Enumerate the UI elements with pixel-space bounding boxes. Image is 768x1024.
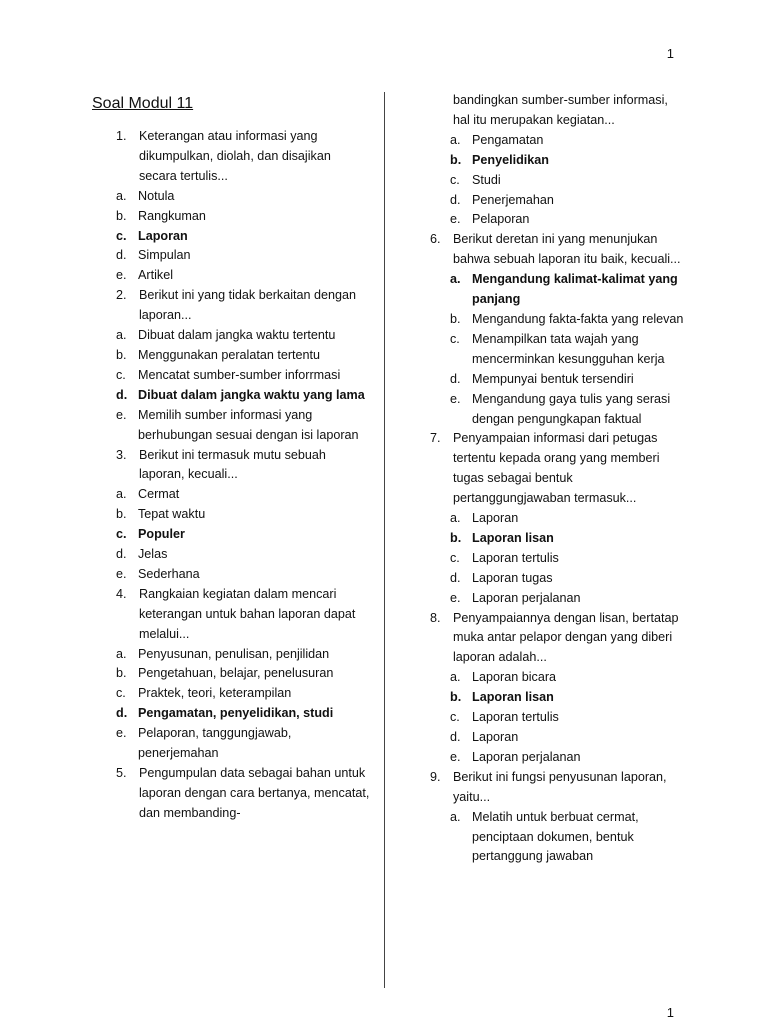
question-text-block	[92, 286, 370, 326]
question-text-block	[426, 609, 688, 669]
answer-option	[92, 346, 370, 366]
option-text: Cermat	[138, 487, 180, 502]
question-number: 6.	[430, 232, 441, 247]
question-text: Berikut ini yang tidak berkaitan dengan laporan...	[139, 288, 357, 323]
question-number: 3.	[116, 447, 127, 462]
question-number: 9.	[430, 769, 441, 784]
option-text: Laporan lisan	[472, 530, 554, 545]
option-text: Penerjemahan	[472, 192, 554, 207]
question-text-block	[92, 127, 370, 187]
question-item	[92, 286, 370, 445]
option-letter: c.	[116, 228, 127, 243]
option-letter: c.	[116, 527, 127, 542]
option-letter: b.	[450, 311, 461, 326]
answer-option	[426, 310, 688, 330]
answer-option	[92, 266, 370, 286]
option-letter: a.	[450, 272, 461, 287]
option-letter: e.	[450, 391, 461, 406]
answer-option	[426, 688, 688, 708]
option-text: Mencatat sumber-sumber inforrmasi	[138, 367, 341, 382]
option-letter: a.	[116, 646, 127, 661]
option-text: Notula	[138, 188, 175, 203]
question-text: Rangkaian kegiatan dalam mencari keterangan untuk bahan laporan dapat melalui...	[139, 586, 356, 641]
question-item	[92, 585, 370, 764]
answer-option	[92, 664, 370, 684]
option-letter: c.	[116, 367, 126, 382]
option-text: Mengandung fakta-fakta yang relevan	[472, 311, 684, 326]
question-number: 1.	[116, 129, 127, 143]
answer-option	[426, 330, 688, 370]
question-number: 5.	[116, 766, 127, 780]
answer-option	[426, 370, 688, 390]
option-list	[92, 187, 370, 287]
question-item	[92, 127, 370, 286]
option-text: Praktek, teori, keterampilan	[138, 686, 292, 701]
question-list-right	[426, 230, 688, 867]
option-letter: a.	[116, 188, 127, 203]
answer-option	[92, 366, 370, 386]
answer-option	[92, 485, 370, 505]
option-text: Pengamatan	[472, 132, 544, 147]
option-text: Dibuat dalam jangka waktu tertentu	[138, 328, 336, 343]
option-text: Laporan	[472, 511, 519, 526]
answer-option	[92, 505, 370, 525]
option-letter: d.	[116, 387, 128, 402]
option-list	[426, 808, 688, 868]
option-letter: a.	[450, 132, 461, 147]
answer-option	[92, 684, 370, 704]
option-letter: b.	[116, 208, 127, 223]
option-letter: d.	[450, 730, 461, 744]
option-letter: e.	[116, 268, 127, 283]
option-letter: d.	[116, 547, 127, 562]
right-column	[426, 91, 688, 867]
answer-option	[92, 724, 370, 764]
option-letter: e.	[450, 749, 461, 764]
option-text: Menampilkan tata wajah yang mencerminkan kesungguhan kerja	[472, 331, 665, 366]
question-number: 4.	[116, 586, 127, 601]
option-letter: b.	[116, 666, 127, 681]
question-text-block	[92, 585, 370, 645]
option-text: Memilih sumber informasi yang berhubungan sesuai dengan isi laporan	[138, 407, 359, 442]
option-text: Penyusunan, penulisan, penjilidan	[138, 646, 330, 661]
answer-option	[426, 529, 688, 549]
question-text: Keterangan atau informasi yang dikumpulkan, diolah, dan disajikan secara tertulis...	[139, 129, 331, 183]
option-text: Studi	[472, 172, 501, 187]
option-text: Laporan perjalanan	[472, 749, 581, 764]
answer-option	[92, 187, 370, 207]
option-text: Laporan	[138, 228, 188, 243]
option-list	[92, 326, 370, 445]
option-letter: c.	[450, 331, 460, 346]
answer-option	[426, 589, 688, 609]
option-letter: a.	[450, 670, 461, 685]
option-letter: e.	[450, 212, 461, 227]
option-text: Laporan lisan	[472, 690, 554, 705]
option-letter: c.	[116, 686, 126, 701]
option-letter: b.	[116, 347, 127, 362]
question-text-block	[426, 429, 688, 509]
question-text-block	[426, 230, 688, 270]
question-text-block	[92, 446, 370, 486]
answer-option	[426, 748, 688, 768]
option-letter: a.	[116, 328, 127, 343]
option-text: Jelas	[138, 547, 168, 562]
answer-option	[426, 708, 688, 728]
option-text: Laporan tertulis	[472, 710, 559, 725]
question-5-continuation: bandingkan sumber-sumber informasi, hal itu merupakan kegiatan...	[453, 93, 668, 127]
answer-option	[92, 386, 370, 406]
option-list	[92, 645, 370, 764]
answer-option	[426, 549, 688, 569]
option-text: Melatih untuk berbuat cermat, penciptaan dokumen, bentuk pertanggung jawaban	[472, 809, 639, 864]
question-item	[426, 768, 688, 868]
question-text: Berikut ini fungsi penyusunan laporan, yaitu...	[453, 769, 667, 804]
question-text: Berikut deretan ini yang menunjukan bahwa sebuah laporan itu baik, kecuali...	[453, 232, 681, 267]
option-text: Laporan bicara	[472, 670, 557, 685]
question-list-left	[92, 127, 370, 824]
option-text: Menggunakan peralatan tertentu	[138, 347, 321, 362]
option-text: Laporan	[472, 730, 519, 744]
answer-option	[92, 326, 370, 346]
option-list	[426, 270, 688, 429]
option-letter: a.	[450, 511, 461, 526]
answer-option	[92, 406, 370, 446]
option-letter: b.	[450, 152, 462, 167]
left-column	[92, 93, 370, 824]
answer-option	[426, 171, 688, 191]
question-item	[426, 609, 688, 768]
question-text: Berikut ini termasuk mutu sebuah laporan, kecuali...	[139, 447, 326, 482]
answer-option	[426, 390, 688, 430]
question-5-options	[426, 131, 688, 231]
question-number: 2.	[116, 288, 127, 303]
option-letter: b.	[450, 690, 462, 705]
option-text: Mempunyai bentuk tersendiri	[472, 371, 634, 386]
option-letter: c.	[450, 550, 460, 565]
answer-option	[426, 569, 688, 589]
question-text-block	[92, 764, 370, 824]
answer-option	[426, 131, 688, 151]
answer-option	[92, 565, 370, 585]
option-text: Populer	[138, 527, 185, 542]
option-letter: d.	[116, 706, 128, 721]
answer-option	[92, 525, 370, 545]
option-letter: d.	[450, 371, 461, 386]
option-list	[92, 485, 370, 585]
answer-option	[92, 246, 370, 266]
option-letter: b.	[116, 507, 127, 522]
page-number-top: 1	[666, 46, 674, 61]
option-letter: c.	[450, 710, 460, 725]
option-letter: c.	[450, 172, 460, 187]
answer-option	[426, 270, 688, 310]
option-text: Simpulan	[138, 248, 191, 263]
option-letter: e.	[450, 590, 461, 605]
answer-option	[426, 509, 688, 529]
option-text: Pengetahuan, belajar, penelusuran	[138, 666, 334, 681]
question-item	[426, 429, 688, 608]
answer-option	[92, 207, 370, 227]
question-item	[92, 446, 370, 585]
option-text: Laporan perjalanan	[472, 590, 581, 605]
option-letter: b.	[450, 530, 462, 545]
question-text-block	[426, 768, 688, 808]
answer-option	[426, 210, 688, 230]
option-letter: d.	[450, 192, 461, 207]
option-text: Rangkuman	[138, 208, 206, 223]
page-number-bottom: 1	[666, 1005, 674, 1020]
option-letter: e.	[116, 566, 127, 581]
answer-option	[92, 545, 370, 565]
option-text: Tepat waktu	[138, 507, 206, 522]
option-text: Pelaporan, tanggungjawab, penerjemahan	[138, 726, 292, 761]
answer-option	[92, 645, 370, 665]
answer-option	[92, 227, 370, 247]
option-text: Dibuat dalam jangka waktu yang lama	[138, 387, 365, 402]
answer-option	[426, 668, 688, 688]
option-letter: a.	[450, 809, 461, 824]
option-text: Penyelidikan	[472, 152, 549, 167]
option-text: Pelaporan	[472, 212, 530, 227]
question-number: 8.	[430, 610, 441, 625]
question-item	[426, 230, 688, 429]
option-letter: a.	[116, 487, 127, 502]
column-divider	[384, 92, 385, 988]
answer-option	[426, 151, 688, 171]
option-letter: d.	[450, 570, 461, 585]
question-text: Pengumpulan data sebagai bahan untuk laporan dengan cara bertanya, mencatat, dan membanding-	[139, 766, 370, 820]
option-text: Sederhana	[138, 566, 200, 581]
question-item	[92, 764, 370, 824]
answer-option	[426, 728, 688, 748]
option-text: Laporan tugas	[472, 570, 553, 585]
option-text: Mengandung gaya tulis yang serasi dengan pengungkapan faktual	[472, 391, 671, 426]
option-letter: e.	[116, 407, 127, 422]
question-text: Penyampaian informasi dari petugas tertentu kepada orang yang memberi tugas sebagai bentuk pertanggungjawaban termasuk...	[453, 431, 660, 506]
option-list	[426, 509, 688, 609]
option-text: Artikel	[138, 268, 173, 283]
answer-option	[92, 704, 370, 724]
option-text: Laporan tertulis	[472, 550, 559, 565]
question-text: Penyampaiannya dengan lisan, bertatap muka antar pelapor dengan yang diberi laporan adalah...	[453, 610, 679, 665]
option-text: Pengamatan, penyelidikan, studi	[138, 706, 334, 721]
question-number: 7.	[430, 431, 441, 446]
option-letter: e.	[116, 726, 127, 741]
answer-option	[426, 191, 688, 211]
option-text: Mengandung kalimat-kalimat yang panjang	[472, 272, 678, 307]
page-title: Soal Modul 11	[92, 95, 194, 112]
option-list	[426, 668, 688, 768]
option-letter: d.	[116, 248, 127, 263]
answer-option	[426, 808, 688, 868]
